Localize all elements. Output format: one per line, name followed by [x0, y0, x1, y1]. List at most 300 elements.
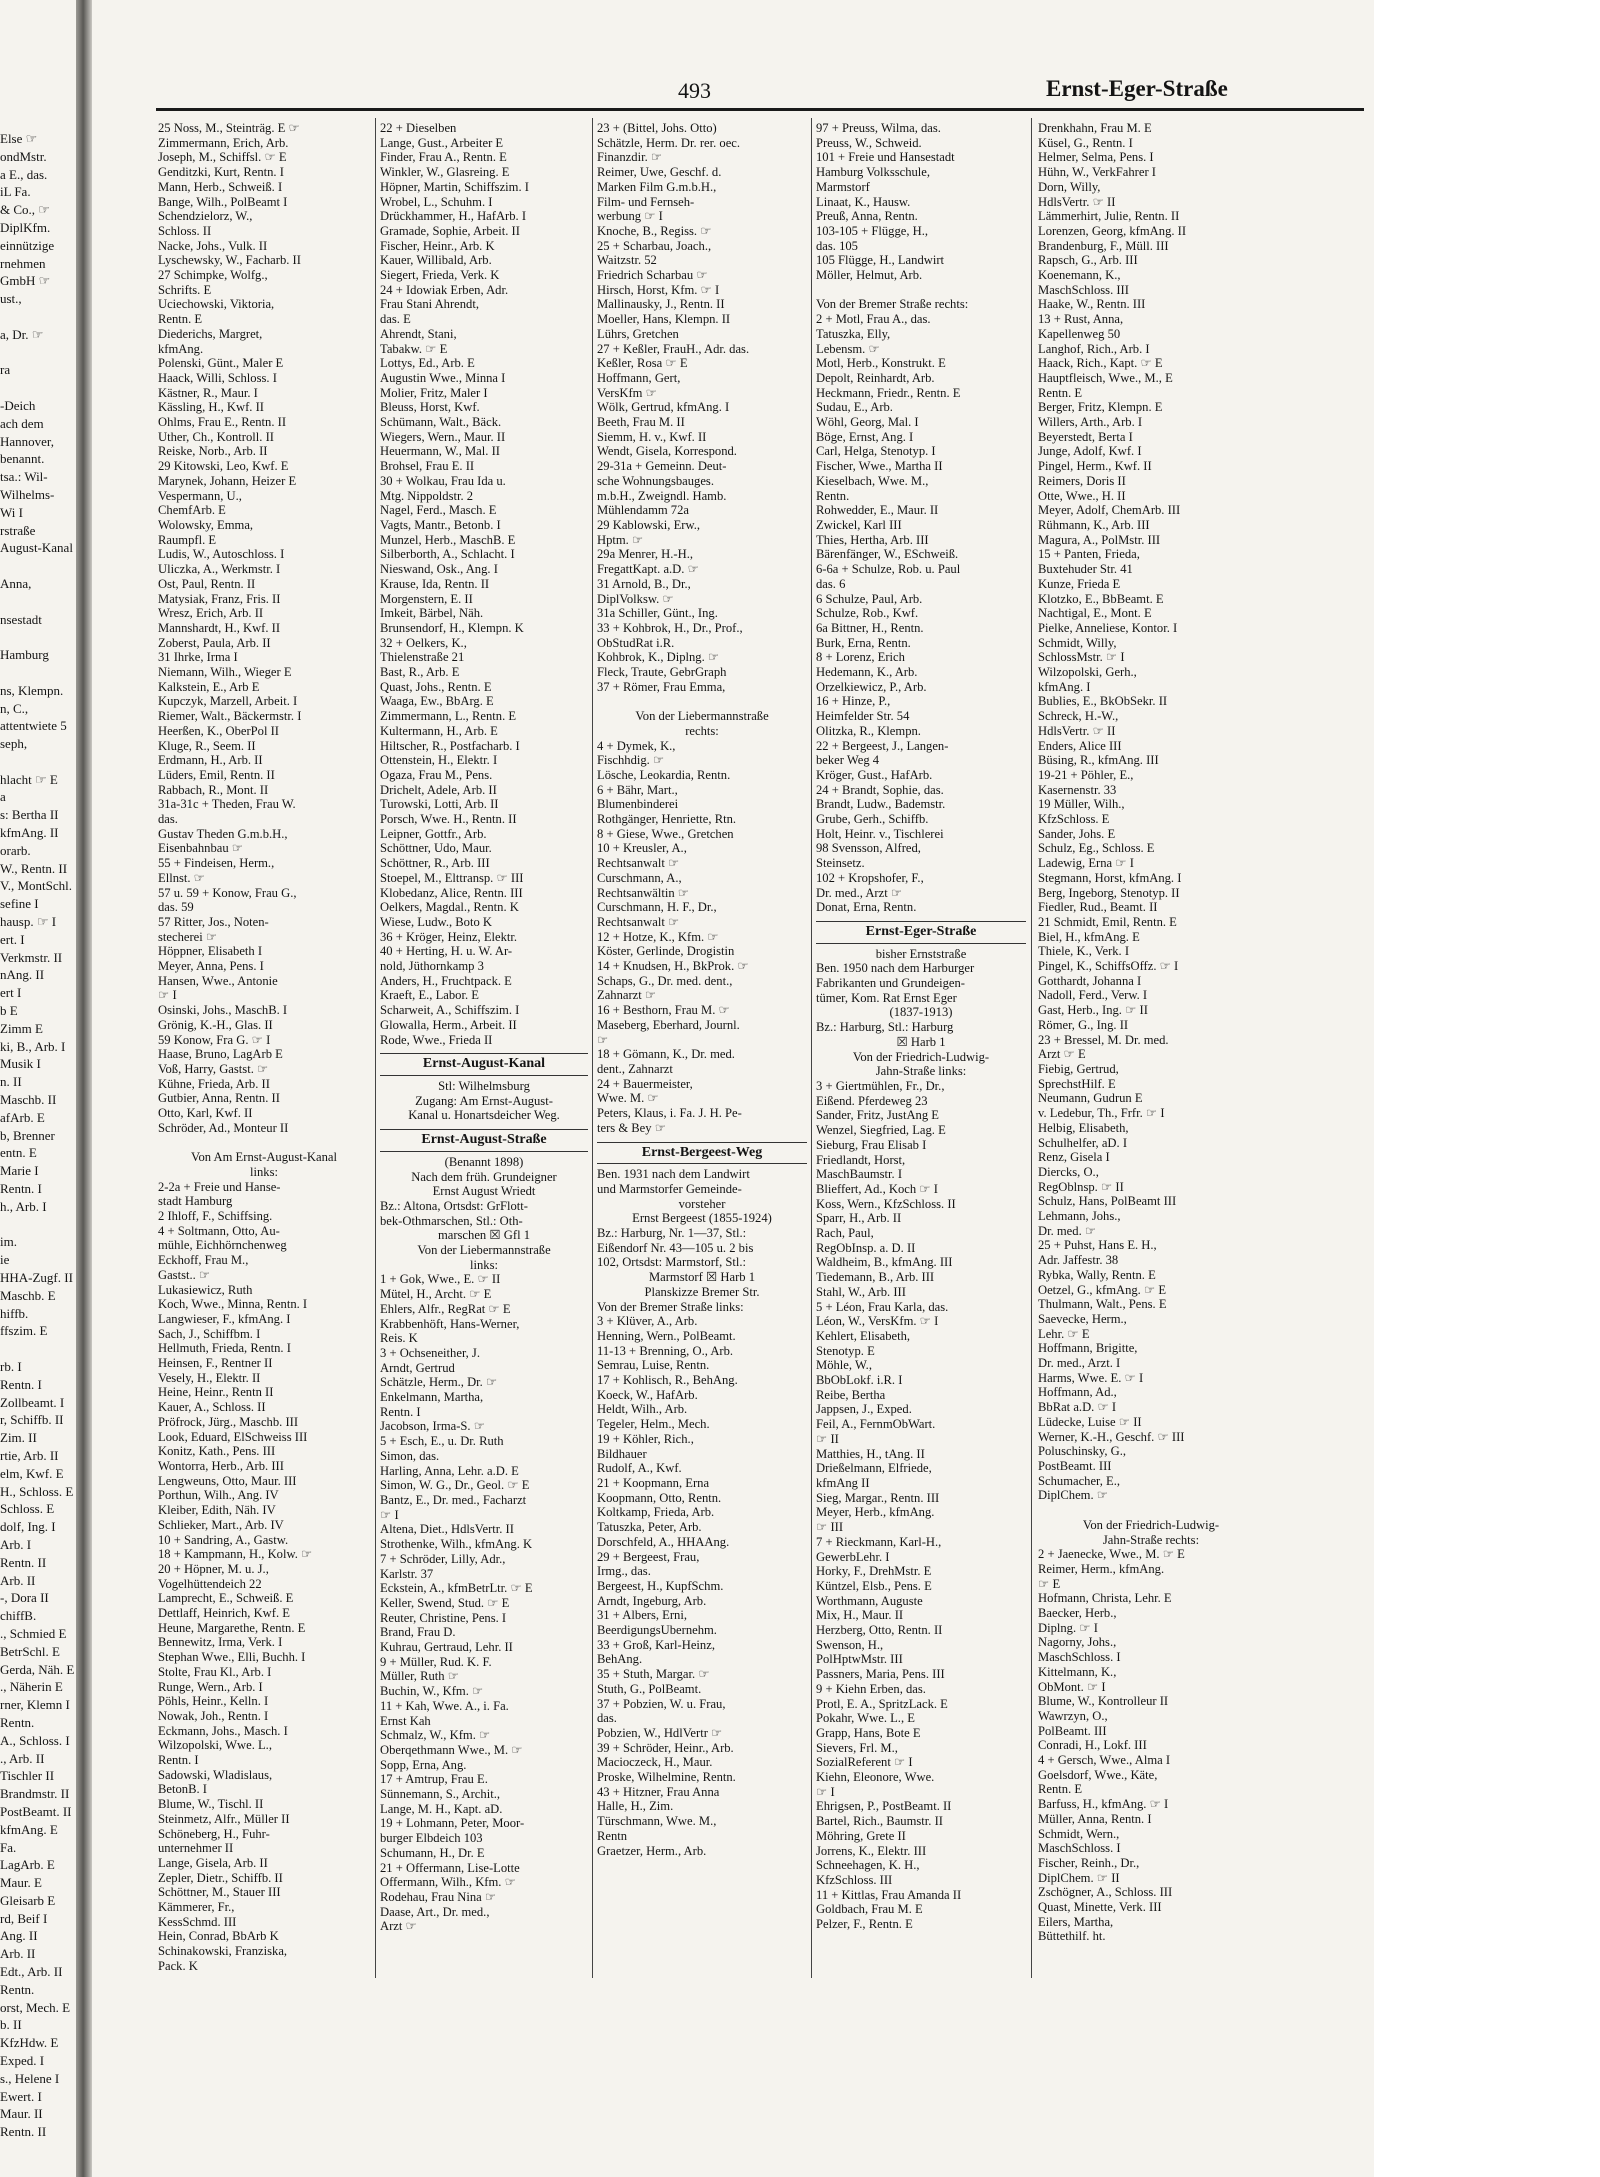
- directory-entry: 24 + Brandt, Sophie, das.: [816, 782, 944, 797]
- directory-entry: Schöttner, M., Stauer III: [158, 1885, 281, 1900]
- directory-entry: Protl, E. A., SpritzLack. E: [816, 1696, 948, 1711]
- directory-entry: Vogelhüttendeich 22: [158, 1576, 262, 1591]
- strip-line: Else ☞: [0, 131, 38, 146]
- strip-line: elm, Kwf. E: [0, 1465, 64, 1481]
- directory-entry: Lange, Gisela, Arb. II: [158, 1855, 268, 1870]
- directory-entry: Motl, Herb., Konstrukt. E: [816, 356, 946, 371]
- directory-entry: Scharweit, A., Schiffszim. I: [380, 1003, 520, 1018]
- directory-entry: bek-Othmarschen, Stl.: Oth-: [380, 1213, 523, 1228]
- directory-entry: Sieburg, Frau Elisab I: [816, 1137, 927, 1152]
- directory-entry: Moeller, Hans, Klempn. II: [597, 312, 731, 327]
- directory-entry: Jacobson, Irma-S. ☞: [380, 1419, 486, 1434]
- directory-entry: Küsel, G., Rentn. I: [1038, 135, 1133, 150]
- strip-line: a, Dr. ☞: [0, 326, 44, 342]
- directory-entry: Beyerstedt, Berta I: [1038, 429, 1133, 444]
- directory-entry: 9 + Müller, Rud. K. F.: [380, 1654, 492, 1669]
- directory-entry: Oetzel, G., kfmAng. ☞ E: [1038, 1282, 1167, 1297]
- directory-entry: Hellmuth, Frieda, Rentn. I: [158, 1341, 291, 1356]
- directory-entry: Bange, Wilh., PolBeamt I: [158, 194, 288, 209]
- directory-entry: Wwe. M. ☞: [597, 1091, 659, 1106]
- directory-entry: Schöttner, R., Arb. III: [380, 856, 490, 871]
- strip-line: r, Schiffb. II: [0, 1412, 64, 1428]
- strip-line: n, C.,: [0, 700, 29, 716]
- directory-entry: MaschSchloss. I: [1038, 1841, 1121, 1856]
- directory-entry: Bleuss, Horst, Kwf.: [380, 400, 480, 415]
- directory-entry: Nachtigal, E., Mont. E: [1038, 606, 1152, 621]
- directory-entry: Höppner, Elisabeth I: [158, 944, 263, 959]
- directory-entry: Genditzki, Kurt, Rentn. I: [158, 165, 284, 180]
- directory-entry: Otto, Karl, Kwf. II: [158, 1106, 253, 1121]
- directory-entry: Keller, Swend, Stud. ☞ E: [380, 1595, 510, 1610]
- directory-entry: Kasernenstr. 33: [1038, 782, 1117, 797]
- directory-entry: Jappsen, J., Exped.: [816, 1402, 912, 1417]
- directory-entry: Rechtsanwalt ☞: [597, 914, 680, 929]
- directory-entry: Heldt, Wilh., Arb.: [597, 1402, 688, 1417]
- directory-entry: Harms, Wwe. E. ☞ I: [1038, 1370, 1144, 1385]
- directory-entry: Preuß, Anna, Rentn.: [816, 209, 918, 224]
- directory-entry: MaschBaumstr. I: [816, 1167, 903, 1182]
- strip-line: BetrSchl. E: [0, 1643, 60, 1659]
- directory-entry: Augustin Wwe., Minna I: [380, 370, 506, 385]
- directory-entry: Fleck, Traute, GebrGraph: [597, 665, 727, 680]
- directory-entry: Brohsel, Frau E. II: [380, 459, 475, 474]
- directory-entry: 27 Schimpke, Wolfg.,: [158, 268, 268, 283]
- directory-entry: Schmalz, W., Kfm. ☞: [380, 1728, 491, 1743]
- directory-entry: Kehlert, Elisabeth,: [816, 1328, 911, 1343]
- directory-entry: Fiebig, Gertrud,: [1038, 1062, 1119, 1076]
- directory-entry: Krause, Ida, Rentn. II: [380, 576, 490, 591]
- directory-entry: das. 105: [816, 238, 858, 253]
- strip-line: Rentn. I: [0, 1376, 42, 1392]
- street-note: Von der Liebermannstraße: [635, 709, 769, 724]
- strip-line: [0, 557, 78, 575]
- directory-entry: Eckstein, A., kfmBetrLtr. ☞ E: [380, 1581, 533, 1596]
- directory-entry: Winkler, W., Glasreing. E: [380, 165, 510, 180]
- street-note: Marmstorf ☒ Harb 1: [648, 1270, 756, 1285]
- directory-entry: Reis. K: [380, 1331, 418, 1346]
- directory-entry: 1 + Gok, Wwe., E. ☞ II: [380, 1272, 501, 1287]
- scan-margin: [1374, 0, 1600, 2177]
- directory-entry: Riemer, Walt., Bäckermstr. I: [158, 709, 302, 724]
- strip-line: Zim. II: [0, 1430, 37, 1446]
- directory-entry: Lämmerhirt, Julie, Rentn. II: [1038, 209, 1180, 224]
- directory-entry: Nadoll, Ferd., Verw. I: [1038, 988, 1148, 1003]
- directory-entry: Orzelkiewicz, P., Arb.: [816, 679, 927, 694]
- directory-entry: Schmidt, Willy,: [1038, 635, 1117, 650]
- directory-entry: BbObLokf. i.R. I: [816, 1373, 903, 1388]
- directory-entry: Ost, Paul, Rentn. II: [158, 576, 256, 591]
- directory-entry: Waldheim, B., kfmAng. III: [816, 1255, 953, 1270]
- strip-line: orst, Mech. E: [0, 1999, 71, 2015]
- directory-entry: 22 + Dieselben: [380, 121, 457, 135]
- directory-entry: Passners, Maria, Pens. III: [816, 1667, 945, 1682]
- directory-entry: Konitz, Kath., Pens. III: [158, 1444, 276, 1459]
- strip-line: -Deich: [0, 397, 36, 413]
- directory-entry: Film- und Fernseh-: [597, 194, 695, 209]
- directory-entry: Heinsen, F., Rentner II: [158, 1356, 273, 1371]
- directory-entry: 16 + Besthorn, Frau M. ☞: [597, 1003, 730, 1018]
- directory-entry: Tatuszka, Elly,: [816, 326, 891, 341]
- directory-entry: Look, Eduard, ElSchweiss III: [158, 1429, 308, 1444]
- column-rule: [592, 118, 593, 1978]
- directory-entry: 97 + Preuss, Wilma, das.: [816, 121, 941, 135]
- directory-entry: Krabbenhöft, Hans-Werner,: [380, 1316, 520, 1331]
- directory-entry: 27 + Keßler, FrauH., Adr. das.: [597, 341, 750, 356]
- directory-entry: Wiegers, Wern., Maur. II: [380, 429, 506, 444]
- directory-entry: VersKfm ☞: [597, 385, 657, 400]
- directory-entry: 3 + Ochseneither, J.: [380, 1345, 480, 1360]
- directory-entry: Peters, Klaus, i. Fa. J. H. Pe-: [597, 1106, 742, 1121]
- directory-entry: Schneehagen, K. H.,: [816, 1858, 920, 1873]
- directory-entry: RegObInsp. a. D. II: [816, 1240, 916, 1255]
- directory-entry: Oberqethmann Wwe., M. ☞: [380, 1742, 523, 1757]
- directory-entry: Hein, Conrad, BbArb K: [158, 1929, 279, 1944]
- directory-entry: Nagorny, Johs.,: [1038, 1635, 1117, 1650]
- directory-entry: HdlsVertr. ☞ II: [1038, 194, 1116, 209]
- directory-entry: 36 + Kröger, Heinz, Elektr.: [380, 929, 518, 944]
- strip-line: Rentn. II: [0, 1554, 47, 1570]
- strip-line: [0, 628, 78, 646]
- directory-entry: Stenotyp. E: [816, 1343, 875, 1358]
- directory-entry: Sünnemann, S., Archit.,: [380, 1787, 500, 1802]
- directory-entry: 4 + Soltmann, Otto, Au-: [158, 1223, 280, 1238]
- directory-entry: Klotzko, E., BbBeamt. E: [1038, 591, 1164, 606]
- directory-entry: Wiese, Ludw., Boto K: [380, 914, 493, 929]
- directory-entry: ChemfArb. E: [158, 503, 226, 518]
- running-head: Ernst-Eger-Straße: [1046, 76, 1228, 101]
- directory-entry: Stuth, G., PolBeamt.: [597, 1681, 702, 1696]
- directory-entry: Junge, Adolf, Kwf. I: [1038, 444, 1142, 459]
- directory-entry: Rechtsanwalt ☞: [597, 856, 680, 871]
- directory-entry: 102 + Kropshofer, F.,: [816, 870, 924, 885]
- directory-entry: Heune, Margarethe, Rentn. E: [158, 1620, 306, 1635]
- directory-entry: Poluschinsky, G.,: [1038, 1444, 1127, 1459]
- directory-entry: Oelkers, Magdal., Rentn. K: [380, 900, 519, 915]
- directory-entry: Stolte, Frau Kl., Arb. I: [158, 1664, 272, 1679]
- directory-entry: Osinski, Johs., MaschB. I: [158, 1003, 288, 1018]
- directory-entry: Mtg. Nippoldstr. 2: [380, 488, 474, 503]
- directory-entry: ☞ I: [816, 1784, 835, 1799]
- street-note: links:: [250, 1164, 278, 1179]
- directory-entry: 2 + Jaenecke, Wwe., M. ☞ E: [1038, 1547, 1185, 1562]
- directory-entry: Haase, Bruno, LagArb E: [158, 1047, 283, 1062]
- directory-entry: Worthmann, Auguste: [816, 1593, 923, 1608]
- directory-entry: Rentn. E: [1038, 1782, 1083, 1797]
- directory-entry: Zimmermann, Erich, Arb.: [158, 135, 289, 150]
- directory-entry: stecherei ☞: [158, 929, 218, 944]
- directory-entry: 21 Schmidt, Emil, Rentn. E: [1038, 914, 1177, 929]
- directory-entry: 20 + Höpner, M. u. J.,: [158, 1561, 269, 1576]
- strip-line: Wilhelms-: [0, 486, 55, 502]
- directory-entry: Klobedanz, Alice, Rentn. III: [380, 885, 523, 900]
- directory-entry: MaschSchloss. I: [1038, 1650, 1121, 1665]
- directory-entry: mühle, Eichhörnchenweg: [158, 1238, 287, 1253]
- directory-entry: Mannshardt, H., Kwf. II: [158, 620, 281, 635]
- directory-entry: Diplng. ☞ I: [1038, 1620, 1098, 1635]
- strip-line: Zollbeamt. I: [0, 1394, 65, 1410]
- directory-entry: Bz.: Harburg, Nr. 1—37, Stl.:: [597, 1226, 747, 1241]
- directory-entry: Kühne, Frieda, Arb. II: [158, 1076, 270, 1091]
- directory-entry: 57 Ritter, Jos., Noten-: [158, 914, 269, 929]
- directory-entry: Pöhls, Heinr., Kelln. I: [158, 1694, 269, 1709]
- directory-entry: 5 + Léon, Frau Karla, das.: [816, 1299, 949, 1314]
- directory-entry: 19 + Lohmann, Peter, Moor-: [380, 1816, 525, 1831]
- directory-entry: 7 + Schröder, Lilly, Adr.,: [380, 1551, 506, 1566]
- strip-line: PostBeamt. II: [0, 1803, 72, 1819]
- strip-line: b, Brenner: [0, 1127, 55, 1143]
- column-rule: [811, 118, 812, 1978]
- directory-entry: Heine, Heinr., Rentn II: [158, 1385, 274, 1400]
- directory-entry: Ellnst. ☞: [158, 870, 205, 885]
- directory-entry: DiplChem. ☞: [1038, 1488, 1109, 1503]
- directory-entry: ☞ I: [380, 1507, 399, 1522]
- directory-entry: Porsch, Wwe. H., Rentn. II: [380, 812, 517, 827]
- directory-entry: Fischhdig. ☞: [597, 753, 665, 768]
- strip-line: afArb. E: [0, 1109, 45, 1125]
- directory-entry: Stephan Wwe., Elli, Buchh. I: [158, 1650, 306, 1665]
- directory-entry: Molier, Fritz, Maler I: [380, 385, 488, 400]
- directory-entry: BetonB. I: [158, 1782, 207, 1797]
- directory-entry: Bildhauer: [597, 1446, 647, 1461]
- directory-entry: Bz.: Altona, Ortsdst: GrFlott-: [380, 1198, 528, 1213]
- directory-entry: Semrau, Luise, Rentn.: [597, 1358, 710, 1373]
- directory-entry: KfzSchloss. E: [1038, 812, 1110, 827]
- directory-entry: Zwickel, Karl III: [816, 517, 902, 532]
- directory-entry: Sopp, Erna, Ang.: [380, 1757, 467, 1772]
- directory-entry: Matthies, H., tAng. II: [816, 1446, 925, 1461]
- directory-entry: Olitzka, R., Klempn.: [816, 723, 921, 738]
- directory-entry: Finanzdir. ☞: [597, 150, 663, 165]
- directory-entry: Jorrens, K., Elektr. III: [816, 1843, 927, 1858]
- strip-line: rb. I: [0, 1358, 22, 1374]
- directory-entry: Dettlaff, Heinrich, Kwf. E: [158, 1606, 290, 1621]
- directory-entry: Enkelmann, Martha,: [380, 1390, 484, 1405]
- strip-line: rd, Beif I: [0, 1910, 48, 1926]
- directory-entry: Pielke, Anneliese, Kontor. I: [1038, 620, 1178, 635]
- directory-entry: Irmg., das.: [597, 1564, 651, 1579]
- directory-entry: SozialReferent ☞ I: [816, 1755, 913, 1770]
- strip-line: h., Arb. I: [0, 1198, 47, 1214]
- strip-line: [0, 593, 78, 611]
- street-note: rechts:: [685, 723, 719, 738]
- street-note: Jahn-Straße links:: [875, 1064, 967, 1079]
- strip-line: ., Näherin E: [0, 1679, 63, 1695]
- directory-entry: Ben. 1931 nach dem Landwirt: [597, 1167, 750, 1182]
- directory-entry: Stahl, W., Arb. III: [816, 1284, 906, 1299]
- directory-entry: Lebensm. ☞: [816, 341, 880, 356]
- strip-line: [0, 344, 78, 362]
- directory-entry: Rodehau, Frau Nina ☞: [380, 1889, 497, 1904]
- directory-entry: 59 Konow, Fra G. ☞ I: [158, 1032, 271, 1047]
- directory-entry: Kalkstein, E., Arb E: [158, 679, 260, 694]
- directory-entry: Nacke, Johs., Vulk. II: [158, 238, 268, 253]
- strip-line: August-Kanal: [0, 540, 73, 556]
- directory-entry: Curschmann, H. F., Dr.,: [597, 900, 717, 915]
- directory-entry: Dorschfeld, A., HHAAng.: [597, 1534, 730, 1549]
- directory-entry: Kröger, Gust., HafArb.: [816, 767, 933, 782]
- directory-entry: Nagel, Ferd., Masch. E: [380, 503, 497, 518]
- strip-line: [0, 664, 78, 682]
- directory-entry: Morgenstern, E. II: [380, 591, 473, 606]
- directory-entry: Kraeft, E., Labor. E: [380, 988, 479, 1003]
- directory-entry: 24 + Idowiak Erben, Adr.: [380, 282, 509, 297]
- directory-entry: Dr. med. ☞: [1038, 1223, 1097, 1238]
- directory-entry: Sander, Johs. E: [1038, 826, 1116, 841]
- directory-entry: Gustav Theden G.m.b.H.,: [158, 826, 288, 841]
- directory-entry: Drenkhahn, Frau M. E: [1038, 121, 1152, 135]
- directory-entry: das. 6: [816, 576, 846, 591]
- column-3: [597, 121, 807, 1981]
- directory-entry: Kluge, R., Seem. II: [158, 738, 256, 753]
- directory-entry: Koltkamp, Frieda, Arb.: [597, 1505, 715, 1520]
- strip-line: b E: [0, 1003, 18, 1019]
- directory-entry: RegOblnsp. ☞ II: [1038, 1179, 1124, 1194]
- directory-entry: Ehrigsen, P., PostBeamt. II: [816, 1799, 952, 1814]
- directory-entry: Henning, Wern., PolBeamt.: [597, 1328, 736, 1343]
- directory-entry: Brandenburg, F., Müll. III: [1038, 238, 1169, 253]
- directory-entry: Fabrikanten und Grundeigen-: [816, 976, 965, 991]
- strip-line: GmbH ☞: [0, 273, 51, 289]
- directory-entry: 19 + Köhler, Rich.,: [597, 1431, 694, 1446]
- directory-entry: 6 Schulze, Paul, Arb.: [816, 591, 923, 606]
- street-note: links:: [470, 1257, 498, 1272]
- directory-entry: Blume, W., Kontrolleur II: [1038, 1694, 1169, 1709]
- directory-entry: 19 Müller, Wilh.,: [1038, 797, 1125, 812]
- street-note: Von Am Ernst-August-Kanal: [191, 1150, 337, 1165]
- directory-entry: 35 + Stuth, Margar. ☞: [597, 1667, 710, 1682]
- strip-line: KfzHdw. E: [0, 2035, 59, 2051]
- directory-entry: Thulmann, Walt., Pens. E: [1038, 1297, 1167, 1312]
- directory-entry: Müller, Anna, Rentn. I: [1038, 1811, 1152, 1826]
- directory-entry: Möhle, W.,: [816, 1358, 872, 1373]
- directory-entry: 43 + Hitzner, Frau Anna: [597, 1784, 720, 1799]
- directory-entry: Wontorra, Herb., Arb. III: [158, 1458, 284, 1473]
- directory-entry: Langhof, Rich., Arb. I: [1038, 341, 1150, 356]
- directory-entry: Gast, Herb., Ing. ☞ II: [1038, 1003, 1148, 1018]
- directory-entry: Blumenbinderei: [597, 797, 679, 812]
- directory-entry: Kästner, R., Maur. I: [158, 385, 258, 400]
- strip-line: Maschb. E: [0, 1287, 56, 1303]
- directory-entry: Linaat, K., Hausw.: [816, 194, 911, 209]
- directory-entry: Wenzel, Siegfried, Lag. E: [816, 1123, 946, 1138]
- directory-entry: Meyer, Adolf, ChemArb. III: [1038, 503, 1181, 518]
- directory-entry: Buchin, W., Kfm. ☞: [380, 1684, 484, 1699]
- strip-line: rnehmen: [0, 255, 46, 271]
- strip-line: orarb.: [0, 842, 31, 858]
- directory-entry: Schulze, Rob., Kwf.: [816, 606, 919, 621]
- directory-entry: 31 Arnold, B., Dr.,: [597, 576, 691, 591]
- directory-entry: Lehr. ☞ E: [1038, 1326, 1090, 1341]
- directory-entry: Hedemann, K., Arb.: [816, 665, 918, 680]
- directory-entry: Magura, A., PolMstr. III: [1038, 532, 1161, 547]
- directory-entry: Rentn. E: [158, 312, 203, 327]
- directory-entry: Schulz, Eg., Schloss. E: [1038, 841, 1155, 856]
- directory-entry: Ludis, W., Autoschloss. I: [158, 547, 285, 562]
- directory-entry: Karlstr. 37: [380, 1566, 434, 1581]
- directory-entry: Zschögner, A., Schloss. III: [1038, 1885, 1173, 1900]
- directory-entry: 4 + Gersch, Wwe., Alma I: [1038, 1753, 1171, 1768]
- street-heading: Ernst-August-Kanal: [380, 1053, 588, 1076]
- directory-entry: Friedlandt, Horst,: [816, 1152, 906, 1167]
- directory-entry: Voß, Harry, Gastst. ☞: [158, 1062, 269, 1076]
- directory-entry: Haack, Rich., Kapt. ☞ E: [1038, 356, 1163, 371]
- directory-entry: Reimers, Doris II: [1038, 473, 1126, 488]
- directory-entry: Hühn, W., VerkFahrer I: [1038, 165, 1156, 180]
- street-note: Zugang: Am Ernst-August-: [415, 1093, 553, 1108]
- directory-entry: Eckmann, Johs., Masch. I: [158, 1723, 288, 1738]
- directory-entry: PolHptwMstr. III: [816, 1652, 903, 1667]
- directory-entry: Eisenbahnbau ☞: [158, 841, 244, 856]
- directory-entry: Kässling, H., Kwf. II: [158, 400, 264, 415]
- directory-entry: Wilzopolski, Wwe. L.,: [158, 1738, 272, 1753]
- directory-entry: 24 + Bauermeister,: [597, 1076, 693, 1091]
- directory-entry: 2-2a + Freie und Hanse-: [158, 1179, 281, 1194]
- directory-entry: unternehmer II: [158, 1841, 234, 1856]
- directory-entry: Uther, Ch., Kontroll. II: [158, 429, 274, 444]
- directory-entry: Arndt, Gertrud: [380, 1360, 455, 1375]
- directory-entry: Keßler, Rosa ☞ E: [597, 356, 688, 371]
- directory-entry: 13 + Rust, Anna,: [1038, 312, 1124, 327]
- directory-entry: Rentn. I: [158, 1753, 199, 1768]
- directory-entry: Quast, Johs., Rentn. E: [380, 679, 492, 694]
- directory-entry: Eckhoff, Frau M.,: [158, 1253, 249, 1268]
- directory-entry: Kieselbach, Wwe. M.,: [816, 473, 929, 488]
- directory-entry: beker Weg 4: [816, 753, 880, 768]
- street-note: (Benannt 1898): [444, 1154, 524, 1169]
- strip-line: Arb. II: [0, 1946, 36, 1962]
- directory-entry: Schmidt, Wern.,: [1038, 1826, 1120, 1841]
- directory-entry: 23 + Bressel, M. Dr. med.: [1038, 1032, 1169, 1047]
- directory-entry: Bz.: Harburg, Stl.: Harburg: [816, 1020, 954, 1035]
- directory-entry: DiplChem. ☞ II: [1038, 1870, 1120, 1885]
- strip-line: kfmAng. E: [0, 1821, 58, 1837]
- street-note: Von der Friedrich-Ludwig-: [1082, 1517, 1220, 1532]
- directory-entry: Heuermann, W., Mal. II: [380, 444, 500, 459]
- directory-entry: Goldbach, Frau M. E: [816, 1902, 923, 1917]
- strip-line: rner, Klemn I: [0, 1697, 70, 1713]
- strip-line: Wi I: [0, 504, 23, 520]
- directory-entry: Ben. 1950 nach dem Harburger: [816, 961, 975, 976]
- directory-entry: Siemm, H. v., Kwf. II: [597, 429, 707, 444]
- directory-entry: [158, 1136, 370, 1151]
- directory-entry: Bast, R., Arb. E: [380, 665, 460, 680]
- directory-entry: Bantz, E., Dr. med., Facharzt: [380, 1492, 527, 1507]
- directory-entry: 23 + (Bittel, Johs. Otto): [597, 121, 717, 135]
- directory-entry: Werner, K.-H., Geschf. ☞ III: [1038, 1429, 1185, 1444]
- directory-entry: [597, 694, 807, 709]
- directory-entry: Lengweuns, Otto, Maur. III: [158, 1473, 297, 1488]
- strip-line: Anna,: [0, 575, 32, 591]
- directory-entry: Vagts, Mantr., Betonb. I: [380, 517, 501, 532]
- strip-line: entn. E: [0, 1145, 37, 1161]
- directory-entry: Ladewig, Erna ☞ I: [1038, 856, 1134, 871]
- directory-entry: SprechstHilf. E: [1038, 1076, 1116, 1091]
- directory-entry: Erdmann, H., Arb. II: [158, 753, 263, 768]
- strip-line: a: [0, 789, 6, 805]
- directory-entry: Offermann, Wilh., Kfm. ☞: [380, 1875, 516, 1890]
- directory-entry: Enders, Alice III: [1038, 738, 1122, 753]
- directory-entry: 31a-31c + Theden, Frau W.: [158, 797, 296, 812]
- strip-line: Maur. E: [0, 1875, 42, 1891]
- directory-entry: Von der Bremer Straße links:: [597, 1299, 744, 1314]
- strip-line: ert. I: [0, 931, 25, 947]
- strip-line: LagArb. E: [0, 1857, 55, 1873]
- directory-entry: Hirsch, Horst, Kfm. ☞ I: [597, 282, 720, 297]
- directory-entry: Brand, Frau D.: [380, 1625, 456, 1640]
- directory-entry: 8 + Giese, Wwe., Gretchen: [597, 826, 734, 841]
- directory-entry: Lamprecht, E., Schweiß. E: [158, 1591, 294, 1606]
- directory-entry: Rach, Paul,: [816, 1226, 874, 1241]
